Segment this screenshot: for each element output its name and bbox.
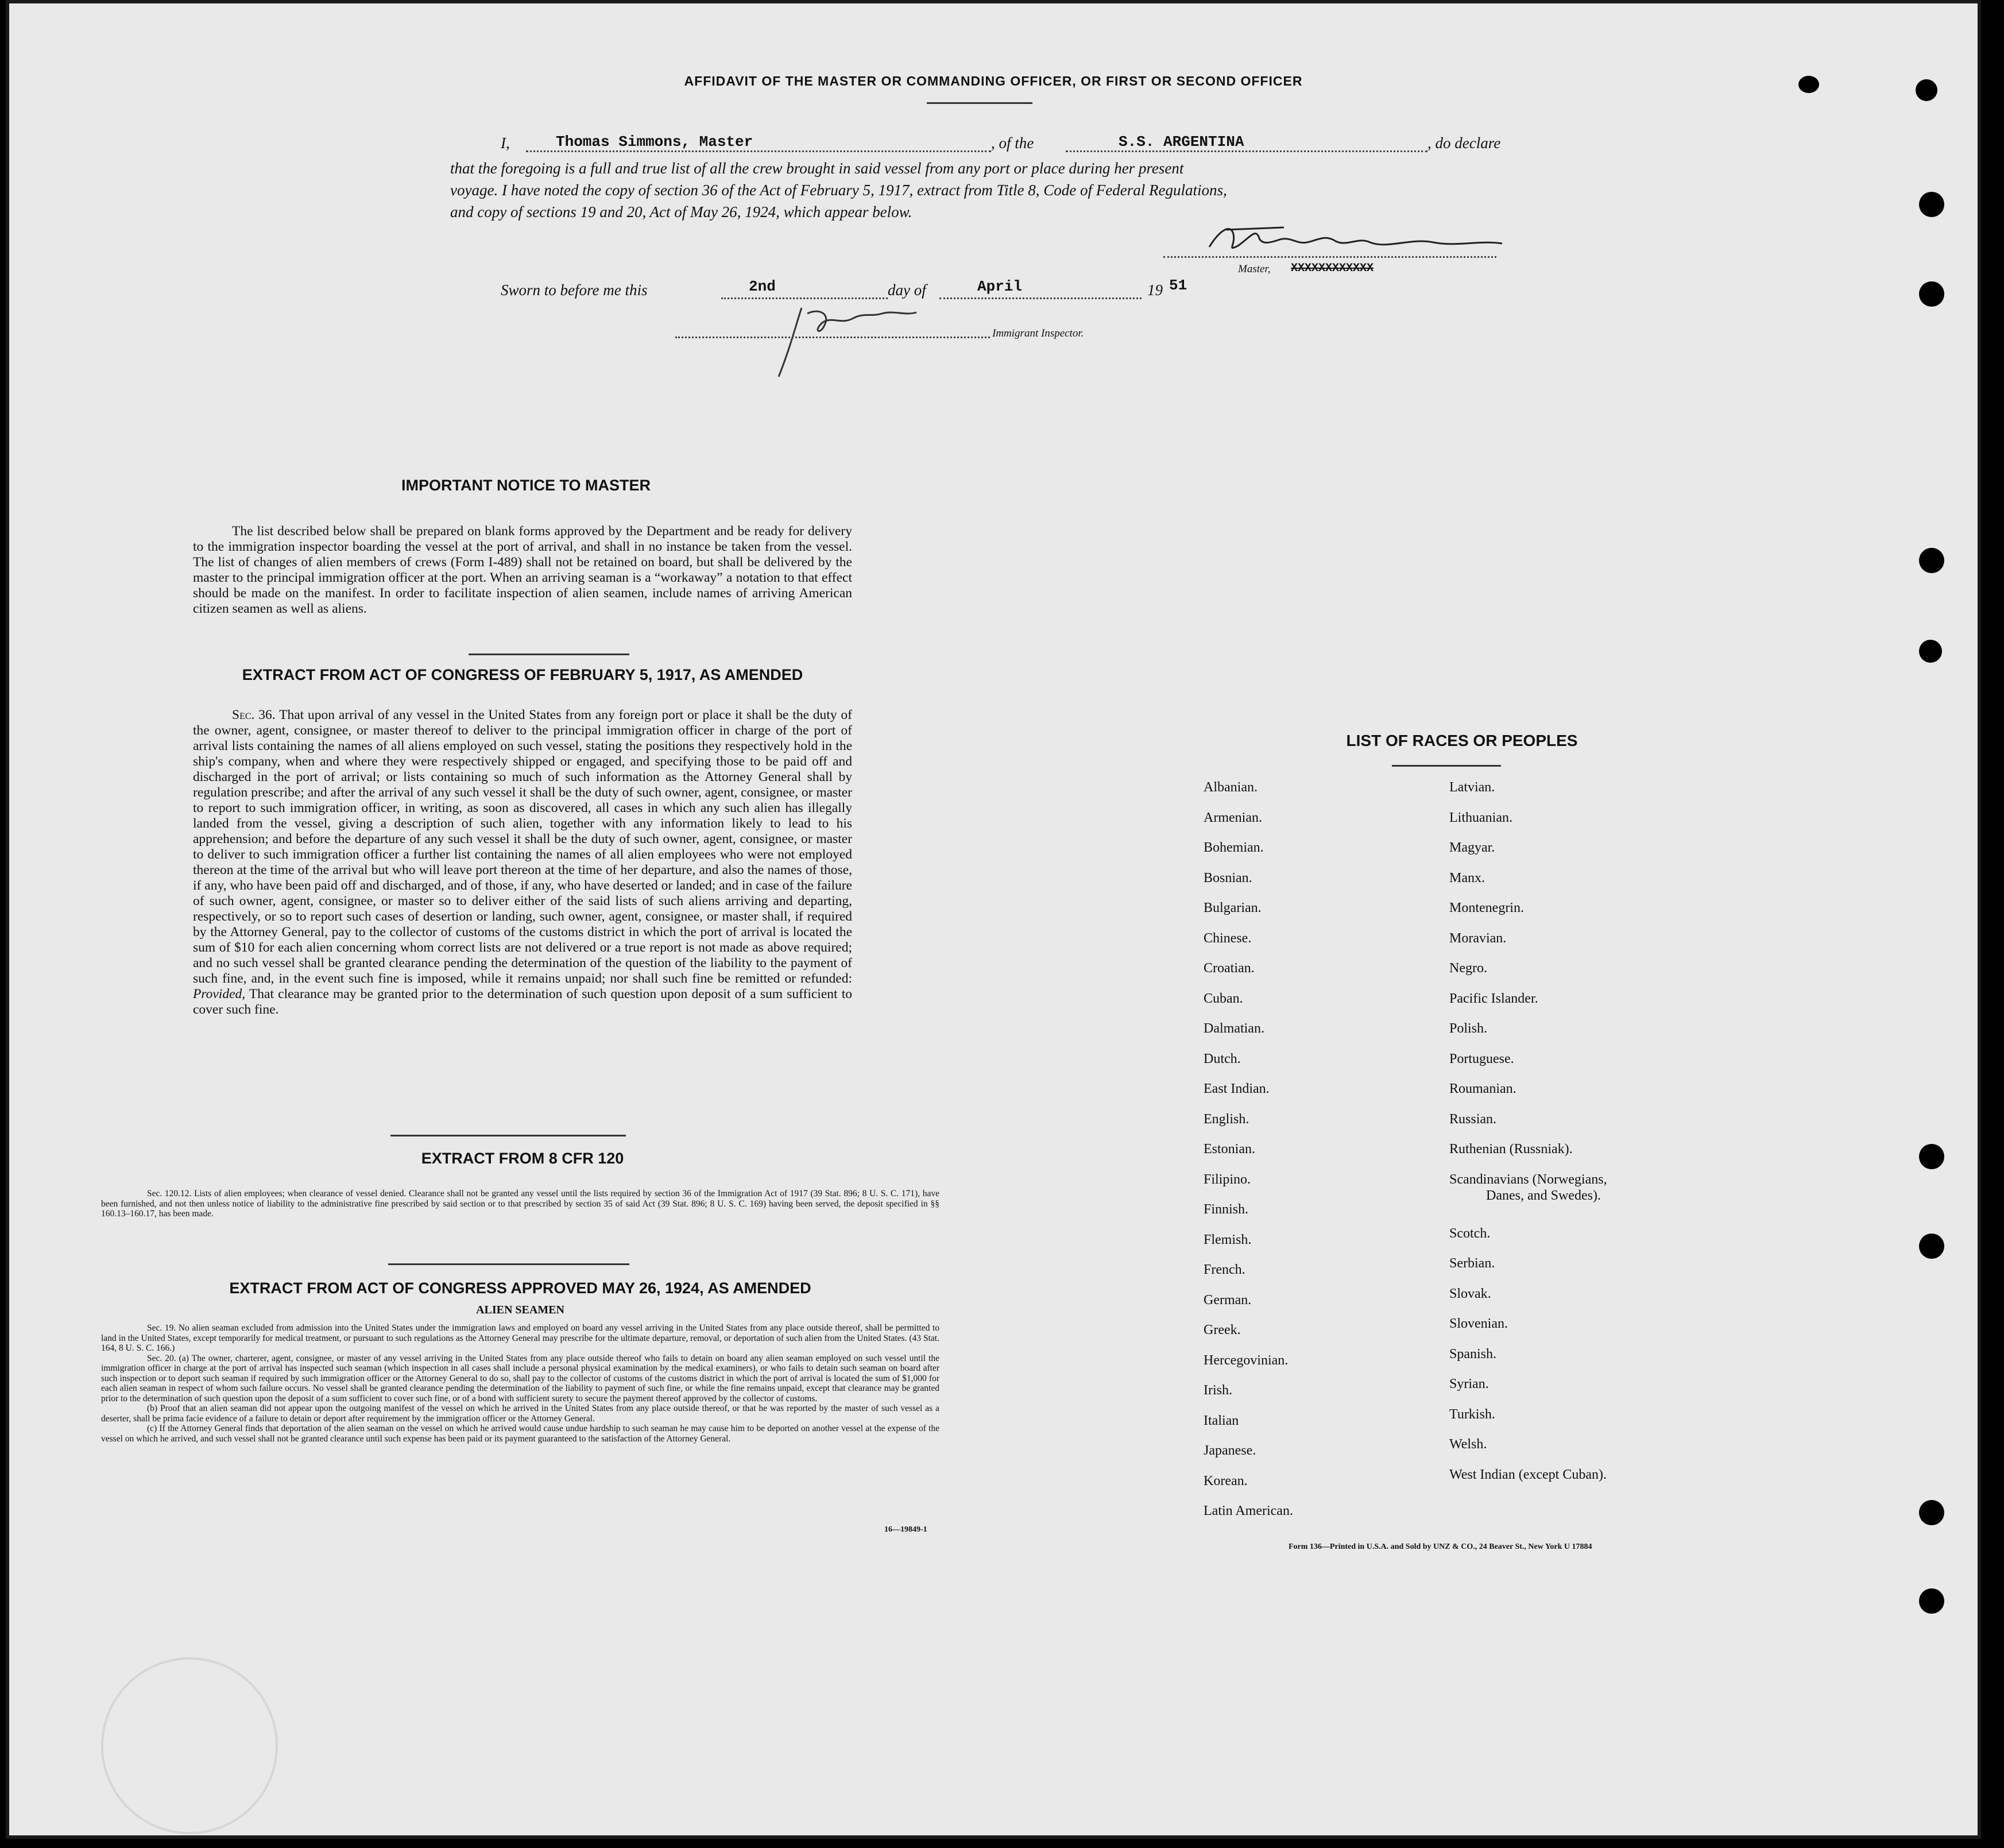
cfr-rule xyxy=(388,1263,629,1265)
form-footer: Form 136—Printed in U.S.A. and Sold by UNZ & CO., 24 Beaver St., New York U 17884 xyxy=(1289,1542,1592,1551)
race-item: Roumanian. xyxy=(1449,1081,1516,1096)
sworn-day: 2nd xyxy=(749,278,776,295)
extract-1924-subtitle: ALIEN SEAMEN xyxy=(476,1304,564,1316)
race-item: Estonian. xyxy=(1204,1142,1255,1157)
race-item: Filipino. xyxy=(1204,1172,1251,1187)
race-item: West Indian (except Cuban). xyxy=(1449,1467,1607,1482)
extract-1917-rule xyxy=(390,1135,626,1136)
race-item: Manx. xyxy=(1449,870,1485,886)
master-signature-line xyxy=(1163,256,1496,258)
race-item: Turkish. xyxy=(1449,1406,1495,1422)
punch-hole-icon xyxy=(1919,548,1944,573)
race-item: Montenegrin. xyxy=(1449,900,1524,915)
master-name-line xyxy=(526,150,991,152)
cfr-title: EXTRACT FROM 8 CFR 120 xyxy=(421,1150,624,1167)
inspector-signature xyxy=(767,291,939,388)
race-item: Welsh. xyxy=(1449,1437,1487,1452)
master-label: Master, xyxy=(1238,263,1271,275)
punch-hole-icon xyxy=(1919,192,1944,217)
race-item: Lithuanian. xyxy=(1449,810,1512,825)
race-item: Magyar. xyxy=(1449,840,1495,855)
race-item: Flemish. xyxy=(1204,1232,1252,1247)
races-rule xyxy=(1392,765,1501,767)
punch-hole-icon xyxy=(1919,1588,1944,1614)
race-item: Portuguese. xyxy=(1449,1051,1514,1066)
extract-1917-provided-label: Provided, xyxy=(193,987,246,1002)
sec-19-text: Sec. 19. No alien seaman excluded from admission into the United States under the immigration laws and employed on board any vessel arriving in the United States from any place outside thereof, shall be permitted to land in the United States, except temporarily for medical treatment, or pursuant to such regulations as the Attorney General may prescribe for the ultimate departure, removal, or deportation of such alien from the United States. (43 Stat. 164, 8 U. S. C. 166.) xyxy=(101,1323,939,1353)
race-item: Ruthenian (Russniak). xyxy=(1449,1142,1573,1157)
extract-1917-body: That upon arrival of any vessel in the United States from any foreign port or place it shall be the duty of the owner, agent, consignee, or master thereof to deliver to the principal immigration officer in charge of the port of arrival lists containing the names of all aliens employed on such vessel, stating the positions they respectively hold in the ship's company, when and where they were respectively shipped or engaged, and specifying those to be paid off and discharged in the port of arrival; or lists containing so much of such information as the Attorney General shall by regulation prescribe; and after the arrival of any such vessel it shall be the duty of such owner, agent, consignee, or master to report to such immigration officer, in writing, as soon as discovered, all cases in which any such alien has illegally landed from the vessel, giving a description of such alien, together with any information likely to lead to his apprehension; and before the departure of any such vessel it shall be the duty of such owner, agent, consignee, or master to deliver to such immigration officer a further list containing the names of all alien employees who were not employed thereon at the time of the arrival but who will leave port thereon at the time of her departure, and also the names of those, if any, who have been paid off and discharged, and of those, if any, who have deserted or landed; and in case of the failure of such owner, agent, consignee, or master so to deliver either of the said lists of such aliens arriving and departing, respectively, or so to report such cases of desertion or landing, such owner, agent, consignee, or master shall, if required by the Attorney General, pay to the collector of customs of the customs district in which the port of arrival is located the sum of $10 for each alien concerning whom correct lists are not delivered or a true report is not made as above required; and no such vessel shall be granted clearance pending the determination of the question of the liability to the payment of such fine, and, in the event such fine is imposed, while it remains unpaid; nor shall such fine be remitted or refunded: xyxy=(193,708,853,986)
i-label: I, xyxy=(501,134,510,152)
race-item: Russian. xyxy=(1449,1111,1497,1127)
race-item: Polish. xyxy=(1449,1021,1488,1036)
race-item: Croatian. xyxy=(1204,961,1255,976)
extract-1924-title: EXTRACT FROM ACT OF CONGRESS APPROVED MAY 26, 1924, AS AMENDED xyxy=(229,1279,811,1297)
day-of-label: day of xyxy=(888,281,926,299)
race-item: Pacific Islander. xyxy=(1449,991,1538,1006)
race-item: Dalmatian. xyxy=(1204,1021,1264,1036)
punch-hole-icon xyxy=(1919,281,1944,307)
race-item: Danes, and Swedes). xyxy=(1486,1188,1601,1203)
sworn-label: Sworn to before me this xyxy=(501,281,648,299)
inspector-line xyxy=(675,337,990,338)
race-item: Japanese. xyxy=(1204,1443,1256,1458)
ink-blot-icon xyxy=(1916,79,1937,101)
embossed-seal-icon xyxy=(101,1657,278,1834)
extract-1917-text xyxy=(193,708,852,1018)
race-item: Slovak. xyxy=(1449,1286,1491,1301)
document-page xyxy=(6,0,1981,1839)
race-item: Serbian. xyxy=(1449,1256,1495,1271)
affidavit-line-3: voyage. I have noted the copy of section 36 of the Act of February 5, 1917, extract from Title 8, Code of Federal Regulations, xyxy=(450,181,1227,199)
sec-20a-text: Sec. 20. (a) The owner, charterer, agent, consignee, or master of any vessel arriving in the United States from any place outside thereof who fails to detain on board any alien seaman employed on such vessel until the immigration officer in charge at the port of arrival has inspected such seaman (which inspection in all cases shall include a personal physical examination by the medical examiners), or who fails to detain such seaman on board after such inspection or to deport such seaman if required by such immigration officer or the Attorney General to do so, shall pay to the collector of customs of the customs district in which the port of arrival is located the sum of $1,000 for each alien seaman in respect of whom such failure occurs. No vessel shall be granted clearance pending the determination of the liability to payment of such fine, or while the fine remains unpaid, except that clearance may be granted prior to the determination of such question upon the deposit of a sum sufficient to cover such fine, or of a bond with sufficient surety to secure the payment thereof approved by the collector of customs. xyxy=(101,1353,939,1404)
race-item: Greek. xyxy=(1204,1323,1241,1337)
vessel-name: S.S. ARGENTINA xyxy=(1119,133,1244,150)
race-item: East Indian. xyxy=(1204,1081,1270,1096)
race-item: German. xyxy=(1204,1292,1252,1308)
form-code: 16—19849-1 xyxy=(884,1525,927,1534)
affidavit-line-4: and copy of sections 19 and 20, Act of May 26, 1924, which appear below. xyxy=(450,203,912,221)
race-item: Korean. xyxy=(1204,1473,1248,1489)
notice-text: The list described below shall be prepared on blank forms approved by the Department and be ready for delivery to the immigration inspector boarding the vessel at the port of arrival, and shall in no instance be taken from the vessel. The list of changes of alien members of crews (Form I-489) shall not be retained on board, but shall be delivered by the master to the principal immigration officer at the port. When an arriving seaman is a “workaway” a notation to that effect should be made on the manifest. In order to facilitate inspection of alien seamen, include names of arriving American citizen seamen as well as aliens. xyxy=(193,524,852,616)
race-item: Dutch. xyxy=(1204,1051,1241,1066)
struck-officer-text: XXXXXXXXXXXX xyxy=(1291,262,1374,275)
race-item: Cuban. xyxy=(1204,991,1243,1006)
race-item: Syrian. xyxy=(1449,1377,1489,1391)
race-item: Albanian. xyxy=(1204,780,1258,795)
punch-hole-icon xyxy=(1919,640,1942,663)
sec-20b-text: (b) Proof that an alien seaman did not appear upon the outgoing manifest of the vessel on which he arrived in the United States from any place outside thereof, or that he was reported by the master of such vessel as a deserter, shall be prima facie evidence of a failure to detain or deport after requirement by the immigration officer or the Attorney General. xyxy=(101,1404,939,1424)
race-item: Irish. xyxy=(1204,1383,1232,1398)
race-item: French. xyxy=(1204,1262,1245,1277)
race-item: Chinese. xyxy=(1204,930,1252,946)
vessel-line xyxy=(1066,150,1427,152)
notice-title: IMPORTANT NOTICE TO MASTER xyxy=(401,477,651,494)
race-item: Hercegovinian. xyxy=(1204,1352,1289,1368)
extract-1924-body xyxy=(101,1323,939,1444)
punch-hole-icon xyxy=(1919,1144,1944,1169)
race-item: Bulgarian. xyxy=(1204,900,1262,915)
race-item: Bosnian. xyxy=(1204,870,1252,886)
of-the-label: , of the xyxy=(991,134,1034,152)
extract-1917-provided-text: That clearance may be granted prior to the determination of such question upon deposit of a sum sufficient to cover such fine. xyxy=(193,987,852,1017)
inspector-label: Immigrant Inspector. xyxy=(992,327,1084,339)
extract-1917-title: EXTRACT FROM ACT OF CONGRESS OF FEBRUARY 5, 1917, AS AMENDED xyxy=(242,666,803,683)
race-item: Spanish. xyxy=(1449,1346,1497,1362)
punch-hole-icon xyxy=(1919,1500,1944,1525)
races-title: LIST OF RACES OR PEOPLES xyxy=(1346,732,1578,749)
declare-label: , do declare xyxy=(1427,134,1501,152)
notice-rule xyxy=(469,654,629,655)
race-item: Latin American. xyxy=(1204,1503,1293,1518)
race-item: Scandinavians (Norwegians, xyxy=(1449,1172,1607,1187)
affidavit-line-2: that the foregoing is a full and true list of all the crew brought in said vessel from any port or place during her present xyxy=(450,160,1184,177)
year-suffix: 51 xyxy=(1169,277,1187,294)
race-item: Bohemian. xyxy=(1204,840,1264,855)
sworn-month: April xyxy=(977,278,1023,295)
race-item: Negro. xyxy=(1449,961,1487,976)
race-item: Finnish. xyxy=(1204,1202,1249,1217)
race-item: Armenian. xyxy=(1204,810,1262,825)
ink-blot-icon xyxy=(1798,76,1819,93)
race-item: English. xyxy=(1204,1111,1249,1127)
cfr-text: Sec. 120.12. Lists of alien employees; when clearance of vessel denied. Clearance shall not be granted any vessel until the lists required by section 36 of the Immigration Act of 1917 (39 Stat. 896; 8 U. S. C. 171), have been furnished, and not then unless notice of liability to the administrative fine prescribed by said section or to that prescribed by section 35 of said Act (39 Stat. 896; 8 U. S. C. 169) having been served, the deposit specified in §§ 160.13–160.17, has been made. xyxy=(101,1189,939,1219)
punch-hole-icon xyxy=(1919,1234,1944,1259)
title-rule xyxy=(927,102,1032,104)
race-item: Moravian. xyxy=(1449,930,1507,946)
race-item: Latvian. xyxy=(1449,780,1495,795)
master-name: Thomas Simmons, Master xyxy=(556,133,753,150)
year-prefix: 19 xyxy=(1147,281,1163,299)
race-item: Scotch. xyxy=(1449,1225,1491,1241)
sworn-month-line xyxy=(939,297,1142,299)
affidavit-title: AFFIDAVIT OF THE MASTER OR COMMANDING OFFICER, OR FIRST OR SECOND OFFICER xyxy=(684,74,1303,88)
race-item: Italian xyxy=(1204,1413,1239,1428)
race-item: Slovenian. xyxy=(1449,1316,1508,1331)
extract-1917-sec-label: Sec. 36. xyxy=(232,708,276,722)
sec-20c-text: (c) If the Attorney General finds that deportation of the alien seaman on the vessel on which he arrived would cause undue hardship to such seaman he may cause him to be deported on another vessel at the expense of the vessel on which he arrived, and such vessel shall not be granted clearance until such expense has been paid or its payment guaranteed to the satisfaction of the Attorney General. xyxy=(101,1424,939,1444)
